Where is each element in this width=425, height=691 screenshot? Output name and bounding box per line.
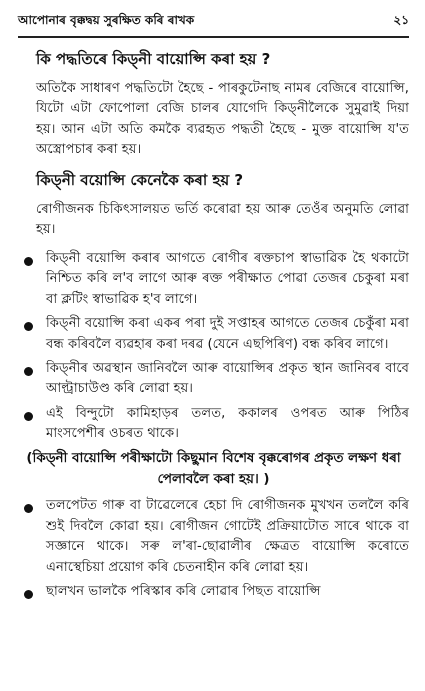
list-item-text: কিড্‌নী বয়োপ্সি কৰা একৰ পৰা দুই সপ্তাহৰ আগতে তেজৰ চেকুঁৰা মৰা বন্ধ কৰিবলৈ ব্যৱহাৰ কৰা দৰৱ (যেনে এছপিৰিণ) বন্ধ কৰিব লাগে। [46,316,409,352]
list-item [18,582,409,602]
section2-intro: ৰোগীজনক চিকিৎসালয়ত ভৰ্তি কৰোৱা হয় আৰু তেওঁৰ অনুমতি লোৱা হয়। [36,201,409,238]
list-item-text: ছালখন ভালকৈ পৰিস্কাৰ কৰি লোৱাৰ পিছত বায়োপ্সি [46,584,321,600]
list-item [18,314,409,355]
header-rule [18,36,409,38]
running-header [18,12,409,34]
bullet-list-2 [18,496,409,602]
page-number: ২১ [393,13,409,27]
header-title: আপোনাৰ বৃক্কদ্বয় সুৰক্ষিত কৰি ৰাখক [18,13,195,27]
bullet-list [18,249,409,445]
bullet-icon [24,590,33,599]
list-item-text: কিড্‌নী বয়োপ্সি কৰাৰ আগতে ৰোগীৰ ৰক্তচাপ স্বাভাৱিক হৈ থকাটো নিশ্চিত কৰি ল'ব লাগে আৰু ৰক্ত পৰীক্ষাত পোৱা তেজৰ চেকুৰা মৰা বা ক্লটিং স্বাভাৱিক হ'ব লাগে। [46,250,409,307]
bullet-icon [24,367,33,376]
bullet-icon [24,322,33,331]
list-item-text: কিড্‌নীৰ অৱস্থান জানিবলৈ আৰু বায়োপ্সিৰ প্ৰকৃত স্থান জানিবৰ বাবে আল্ট্ৰাচাউণ্ড কৰি লোৱা হয়। [46,360,409,397]
list-item [18,496,409,578]
bullet-icon [24,412,33,421]
section2-heading: কিড্‌নী বয়োপ্সি কেনেকৈ কৰা হয় ? [36,170,244,189]
list-item-text: এই বিন্দুটো কামিহাড়ৰ তলত, ককালৰ ওপৰত আৰু পিঠিৰ মাংসপেশীৰ ওচৰত থাকে। [46,405,409,442]
section1-paragraph: অতিকৈ সাধাৰণ পদ্ধতিটো হৈছে - পাৰকুটেনাছ নামৰ বেজিৰে বায়োপ্সি, যিটো এটা ফোপোলা বেজি চালৰ যোগেদি কিড্‌নীলৈকে সুমুৱাই দিয়া হয়। আন এটা অতি কমকৈ ব্যৱহৃত পদ্ধতী হৈছে - মুক্ত বায়োপ্সি য'ত অস্ত্ৰোপচাৰ কৰা হয়। [36,81,409,158]
list-item-text: তলপেটত গাৰু বা টাৱেলেৰে হেচা দি ৰোগীজনক মুখখন তললৈ কৰি শুই দিবলৈ কোৱা হয়। ৰোগীজন গোটেই প্ৰক্ৰিয়াটোত সাৰে থাকে বা সজ্ঞানে থাকে। সৰু ল'ৰা-ছোৱালীৰ ক্ষেত্ৰত বায়োপ্সি কৰোতে এনাস্থেচিয়া প্ৰয়োগ কৰি চেতনাহীন কৰি লোৱা হয়। [46,498,409,575]
bold-note: (কিড্‌নী বায়োপ্সি পৰীক্ষাটো কিছুমান বিশেষ বৃক্কৰোগৰ প্ৰকৃত লক্ষণ ধৰা পেলাবলৈ কৰা হয়। ) [26,450,401,487]
bullet-icon [24,257,33,266]
list-item [18,404,409,445]
section1-heading: কি পদ্ধতিৰে কিড্‌নী বায়োপ্সি কৰা হয় ? [36,50,271,68]
list-item [18,249,409,310]
list-item [18,359,409,400]
bullet-icon [24,504,33,513]
